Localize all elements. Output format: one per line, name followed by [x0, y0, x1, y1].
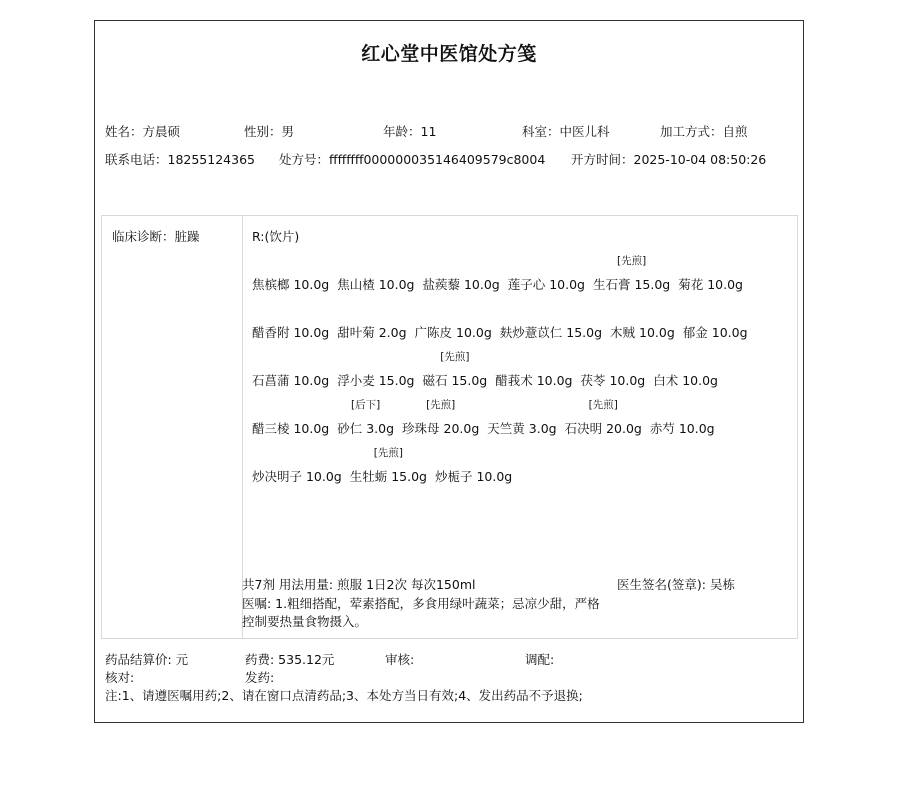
- medical-advice-line-1: 医嘱: 1.粗细搭配，荤素搭配，多食用绿叶蔬菜；忌凉少甜，严格: [242, 596, 600, 611]
- drug-fee: 药费: 535.12元: [245, 652, 335, 667]
- herb-item: [508, 275, 585, 293]
- herb-name: 生石膏 15.0g: [593, 277, 671, 292]
- herb-item: [653, 371, 718, 389]
- herb-row: [252, 323, 756, 341]
- herb-name: 生牡蛎 15.0g: [349, 469, 427, 484]
- patient-name: 姓名：方晨硕: [105, 124, 181, 139]
- herb-item: [337, 275, 414, 293]
- herb-name: 浮小麦 15.0g: [337, 373, 415, 388]
- herb-note: [先煎]: [588, 399, 618, 411]
- herb-name: 广陈皮 10.0g: [414, 325, 492, 340]
- settlement-price: 药品结算价: 元: [105, 652, 189, 667]
- medical-advice-line-2: 控制要热量食物摄入。: [242, 614, 368, 629]
- herb-name: 醋莪术 10.0g: [495, 373, 573, 388]
- herb-name: 茯苓 10.0g: [580, 373, 646, 388]
- herb-name: 甜叶菊 2.0g: [337, 325, 407, 340]
- herb-item: [495, 371, 572, 389]
- herb-item: [349, 447, 427, 485]
- herb-note: [先煎]: [426, 399, 456, 411]
- herb-item: [593, 255, 671, 293]
- herb-name: 磁石 15.0g: [422, 373, 488, 388]
- herb-item: [678, 275, 743, 293]
- herb-name: 炒栀子 10.0g: [435, 469, 513, 484]
- herb-item: [252, 371, 329, 389]
- herb-item: [422, 351, 488, 389]
- herb-name: 木贼 10.0g: [610, 325, 675, 340]
- prescription-body: [101, 215, 798, 639]
- herb-row: [252, 255, 751, 293]
- herb-item: [402, 399, 480, 437]
- herb-item: [610, 323, 675, 341]
- herb-name: 醋三棱 10.0g: [252, 421, 330, 436]
- herb-name: 醋香附 10.0g: [252, 325, 330, 340]
- herb-item: [650, 419, 715, 437]
- usage-dosage: 共7剂 用法用量: 煎服 1日2次 每次150ml: [242, 577, 476, 592]
- herb-item: [683, 323, 748, 341]
- herb-name: 莲子心 10.0g: [507, 277, 585, 292]
- prescription-sheet: [94, 20, 804, 723]
- herb-name: 石决明 20.0g: [564, 421, 642, 436]
- herb-note: [先煎]: [373, 447, 403, 459]
- prescription-time: 开方时间：2025-10-04 08:50:26: [571, 152, 767, 167]
- process-method: 加工方式：自煎: [660, 124, 748, 139]
- herb-item: [252, 467, 342, 485]
- patient-phone: 联系电话：18255124365: [105, 152, 255, 167]
- herb-item: [500, 323, 602, 341]
- herb-item: [337, 371, 414, 389]
- herb-note: [先煎]: [440, 351, 470, 363]
- herb-item: [252, 275, 329, 293]
- herb-row: [252, 351, 726, 389]
- herb-item: [435, 467, 512, 485]
- herb-name: 焦槟榔 10.0g: [252, 277, 330, 292]
- dispense-label: 调配:: [525, 652, 555, 667]
- herb-name: 麸炒薏苡仁 15.0g: [499, 325, 603, 340]
- review-label: 审核:: [385, 652, 415, 667]
- check-label: 核对:: [105, 670, 135, 685]
- herb-row: [252, 399, 723, 437]
- herb-item: [487, 419, 556, 437]
- herb-name: 菊花 10.0g: [678, 277, 743, 292]
- clinical-diagnosis: 临床诊断：脏躁: [112, 229, 200, 244]
- herb-name: 郁金 10.0g: [682, 325, 748, 340]
- herb-name: 盐蒺藜 10.0g: [422, 277, 500, 292]
- herb-item: [252, 323, 329, 341]
- herb-item: [564, 399, 642, 437]
- rx-label: R:(饮片): [252, 229, 300, 244]
- herb-item: [415, 323, 492, 341]
- herb-name: 砂仁 3.0g: [337, 421, 395, 436]
- herb-name: 白术 10.0g: [653, 373, 718, 388]
- patient-gender: 性别：男: [244, 124, 295, 139]
- herb-item: [581, 371, 646, 389]
- herb-name: 石菖蒲 10.0g: [252, 373, 330, 388]
- patient-department: 科室：中医儿科: [522, 124, 610, 139]
- herb-note: [先煎]: [617, 255, 647, 267]
- herb-row: [252, 447, 520, 485]
- herb-item: [337, 323, 406, 341]
- doctor-signature: 医生签名(签章): 吴栋: [617, 577, 735, 592]
- herb-note: [后下]: [351, 399, 381, 411]
- prescription-number: 处方号：ffffffff000000035146409579c8004: [279, 152, 546, 167]
- issue-label: 发药:: [245, 670, 275, 685]
- herb-name: 炒决明子 10.0g: [252, 469, 342, 484]
- herb-item: [423, 275, 500, 293]
- herb-name: 天竺黄 3.0g: [487, 421, 557, 436]
- footer-notice: 注:1、请遵医嘱用药;2、请在窗口点清药品;3、本处方当日有效;4、发出药品不予退换;: [105, 688, 583, 703]
- patient-age: 年龄：11: [383, 124, 437, 139]
- page-title: 红心堂中医馆处方笺: [361, 43, 537, 65]
- herb-item: [252, 419, 329, 437]
- herb-item: [337, 399, 395, 437]
- herb-name: 赤芍 10.0g: [649, 421, 715, 436]
- herb-name: 珍珠母 20.0g: [402, 421, 480, 436]
- herb-name: 焦山楂 10.0g: [337, 277, 415, 292]
